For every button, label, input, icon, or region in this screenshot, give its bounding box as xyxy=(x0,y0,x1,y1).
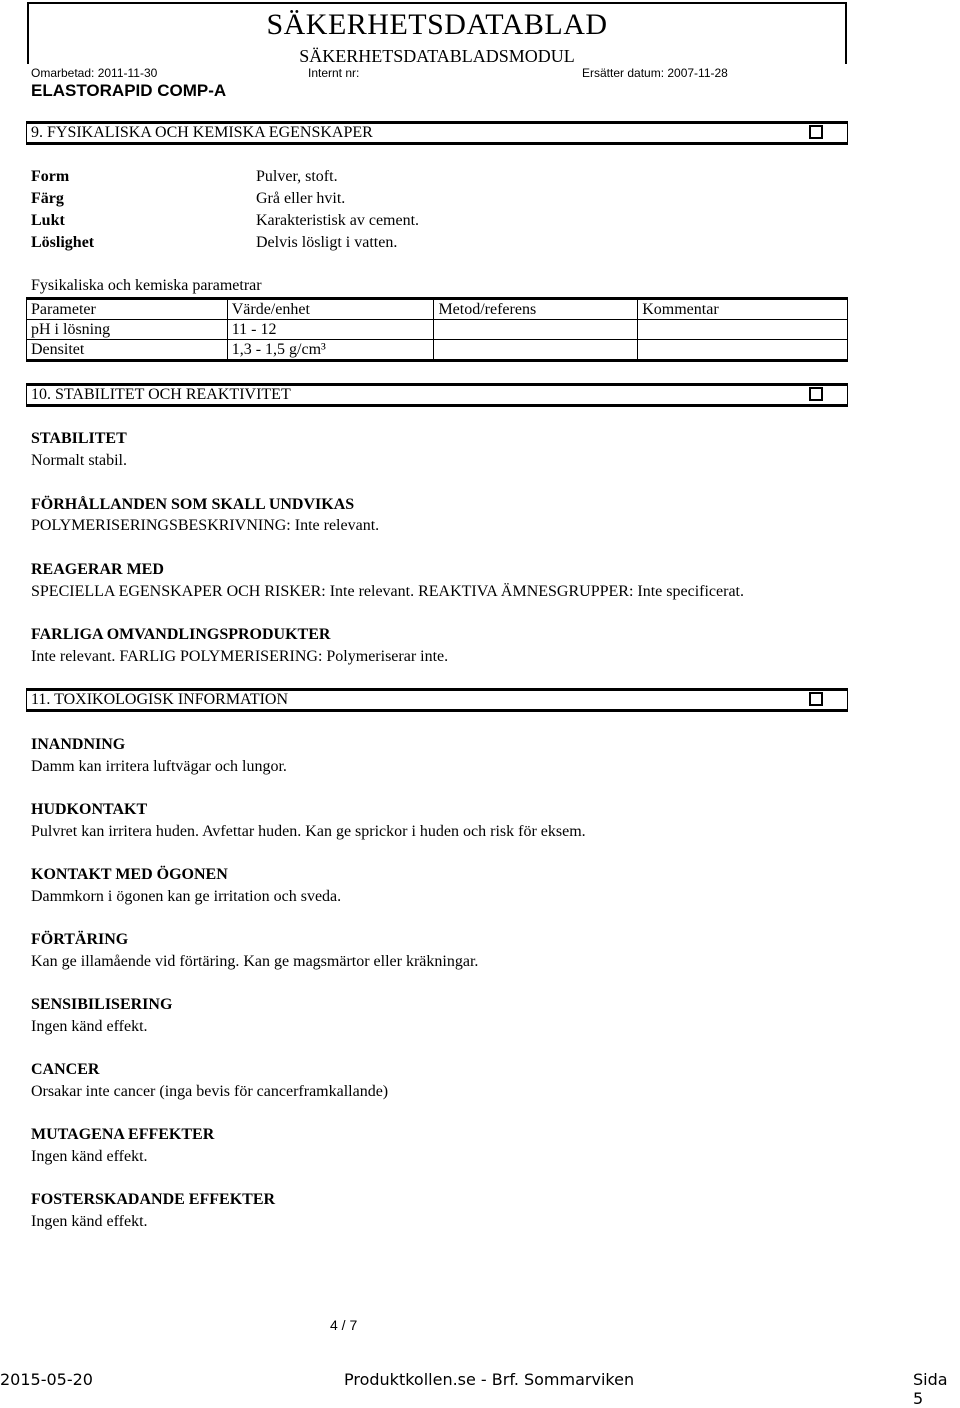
subsection-heading: FARLIGA OMVANDLINGSPRODUKTER xyxy=(31,626,331,643)
subsection-heading: CANCER xyxy=(31,1061,100,1078)
subsection-text: Orsakar inte cancer (inga bevis för cancerframkallande) xyxy=(31,1083,389,1100)
page-number: 4 / 7 xyxy=(330,1317,358,1333)
subsection-heading: REAGERAR MED xyxy=(31,561,164,578)
section-9-header xyxy=(26,121,848,145)
subsection-heading: SENSIBILISERING xyxy=(31,996,173,1013)
column-header: Kommentar xyxy=(638,299,848,320)
property-label: Färg xyxy=(31,190,64,207)
section-title: 11. TOXIKOLOGISK INFORMATION xyxy=(31,691,289,708)
subsection-heading: STABILITET xyxy=(31,430,127,447)
subsection-text: Dammkorn i ögonen kan ge irritation och sveda. xyxy=(31,888,342,905)
subsection-text: Ingen känd effekt. xyxy=(31,1213,148,1230)
subsection-text: Ingen känd effekt. xyxy=(31,1148,148,1165)
table-cell xyxy=(638,340,848,361)
footer-date: 2015-05-20 xyxy=(0,1370,93,1389)
subsection-heading: MUTAGENA EFFEKTER xyxy=(31,1126,215,1143)
footer-page: Sida 5 xyxy=(913,1370,948,1408)
subsection-text: Normalt stabil. xyxy=(31,452,127,469)
subsection-heading: FÖRTÄRING xyxy=(31,931,129,948)
subsection-text: Inte relevant. FARLIG POLYMERISERING: Polymeriserar inte. xyxy=(31,648,449,665)
checkbox-icon xyxy=(809,692,823,706)
params-table xyxy=(26,297,848,362)
column-header: Värde/enhet xyxy=(227,299,434,320)
table-cell xyxy=(434,340,638,361)
table-cell: Densitet xyxy=(27,340,228,361)
property-value: Delvis lösligt i vatten. xyxy=(256,234,398,251)
subsection-text: SPECIELLA EGENSKAPER OCH RISKER: Inte relevant. REAKTIVA ÄMNESGRUPPER: Inte specificerat. xyxy=(31,583,744,600)
table-cell xyxy=(434,320,638,340)
subsection-heading: FÖRHÅLLANDEN SOM SKALL UNDVIKAS xyxy=(31,496,355,513)
meta-row xyxy=(31,64,831,82)
column-header: Parameter xyxy=(27,299,228,320)
table-header-row xyxy=(27,299,848,320)
table-cell: 1,3 - 1,5 g/cm³ xyxy=(227,340,434,361)
table-cell: pH i lösning xyxy=(27,320,228,340)
column-header: Metod/referens xyxy=(434,299,638,320)
revised-date: Omarbetad: 2011-11-30 xyxy=(31,66,158,80)
document-title: SÄKERHETSDATABLAD xyxy=(266,8,608,41)
table-cell xyxy=(638,320,848,340)
section-11-header xyxy=(26,688,848,712)
replaces-date: Ersätter datum: 2007-11-28 xyxy=(582,66,728,80)
subsection-heading: HUDKONTAKT xyxy=(31,801,148,818)
section-title: 10. STABILITET OCH REAKTIVITET xyxy=(31,386,291,403)
property-value: Grå eller hvit. xyxy=(256,190,346,207)
section-10-header xyxy=(26,383,848,407)
checkbox-icon xyxy=(809,387,823,401)
product-name: ELASTORAPID COMP-A xyxy=(31,81,227,100)
table-row xyxy=(27,320,848,340)
section-title: 9. FYSIKALISKA OCH KEMISKA EGENSKAPER xyxy=(31,124,373,141)
checkbox-icon xyxy=(809,125,823,139)
subsection-text: Kan ge illamående vid förtäring. Kan ge magsmärtor eller kräkningar. xyxy=(31,953,479,970)
property-label: Form xyxy=(31,168,70,185)
property-value: Karakteristisk av cement. xyxy=(256,212,420,229)
internal-number: Internt nr: xyxy=(308,66,360,80)
subsection-text: Pulvret kan irritera huden. Avfettar huden. Kan ge sprickor i huden och risk för eksem. xyxy=(31,823,586,840)
footer-source: Produktkollen.se - Brf. Sommarviken xyxy=(344,1370,635,1389)
subsection-text: Damm kan irritera luftvägar och lungor. xyxy=(31,758,287,775)
subsection-text: POLYMERISERINGSBESKRIVNING: Inte relevant. xyxy=(31,517,380,534)
params-title: Fysikaliska och kemiska parametrar xyxy=(31,277,262,294)
table-cell: 11 - 12 xyxy=(227,320,434,340)
subsection-heading: KONTAKT MED ÖGONEN xyxy=(31,866,228,883)
subsection-heading: FOSTERSKADANDE EFFEKTER xyxy=(31,1191,276,1208)
subsection-heading: INANDNING xyxy=(31,736,126,753)
property-label: Lukt xyxy=(31,212,65,229)
table-row xyxy=(27,340,848,361)
property-value: Pulver, stoft. xyxy=(256,168,338,185)
subsection-text: Ingen känd effekt. xyxy=(31,1018,148,1035)
document-subtitle: SÄKERHETSDATABLADSMODUL xyxy=(299,46,575,66)
property-label: Löslighet xyxy=(31,234,95,251)
document-header xyxy=(27,2,847,64)
